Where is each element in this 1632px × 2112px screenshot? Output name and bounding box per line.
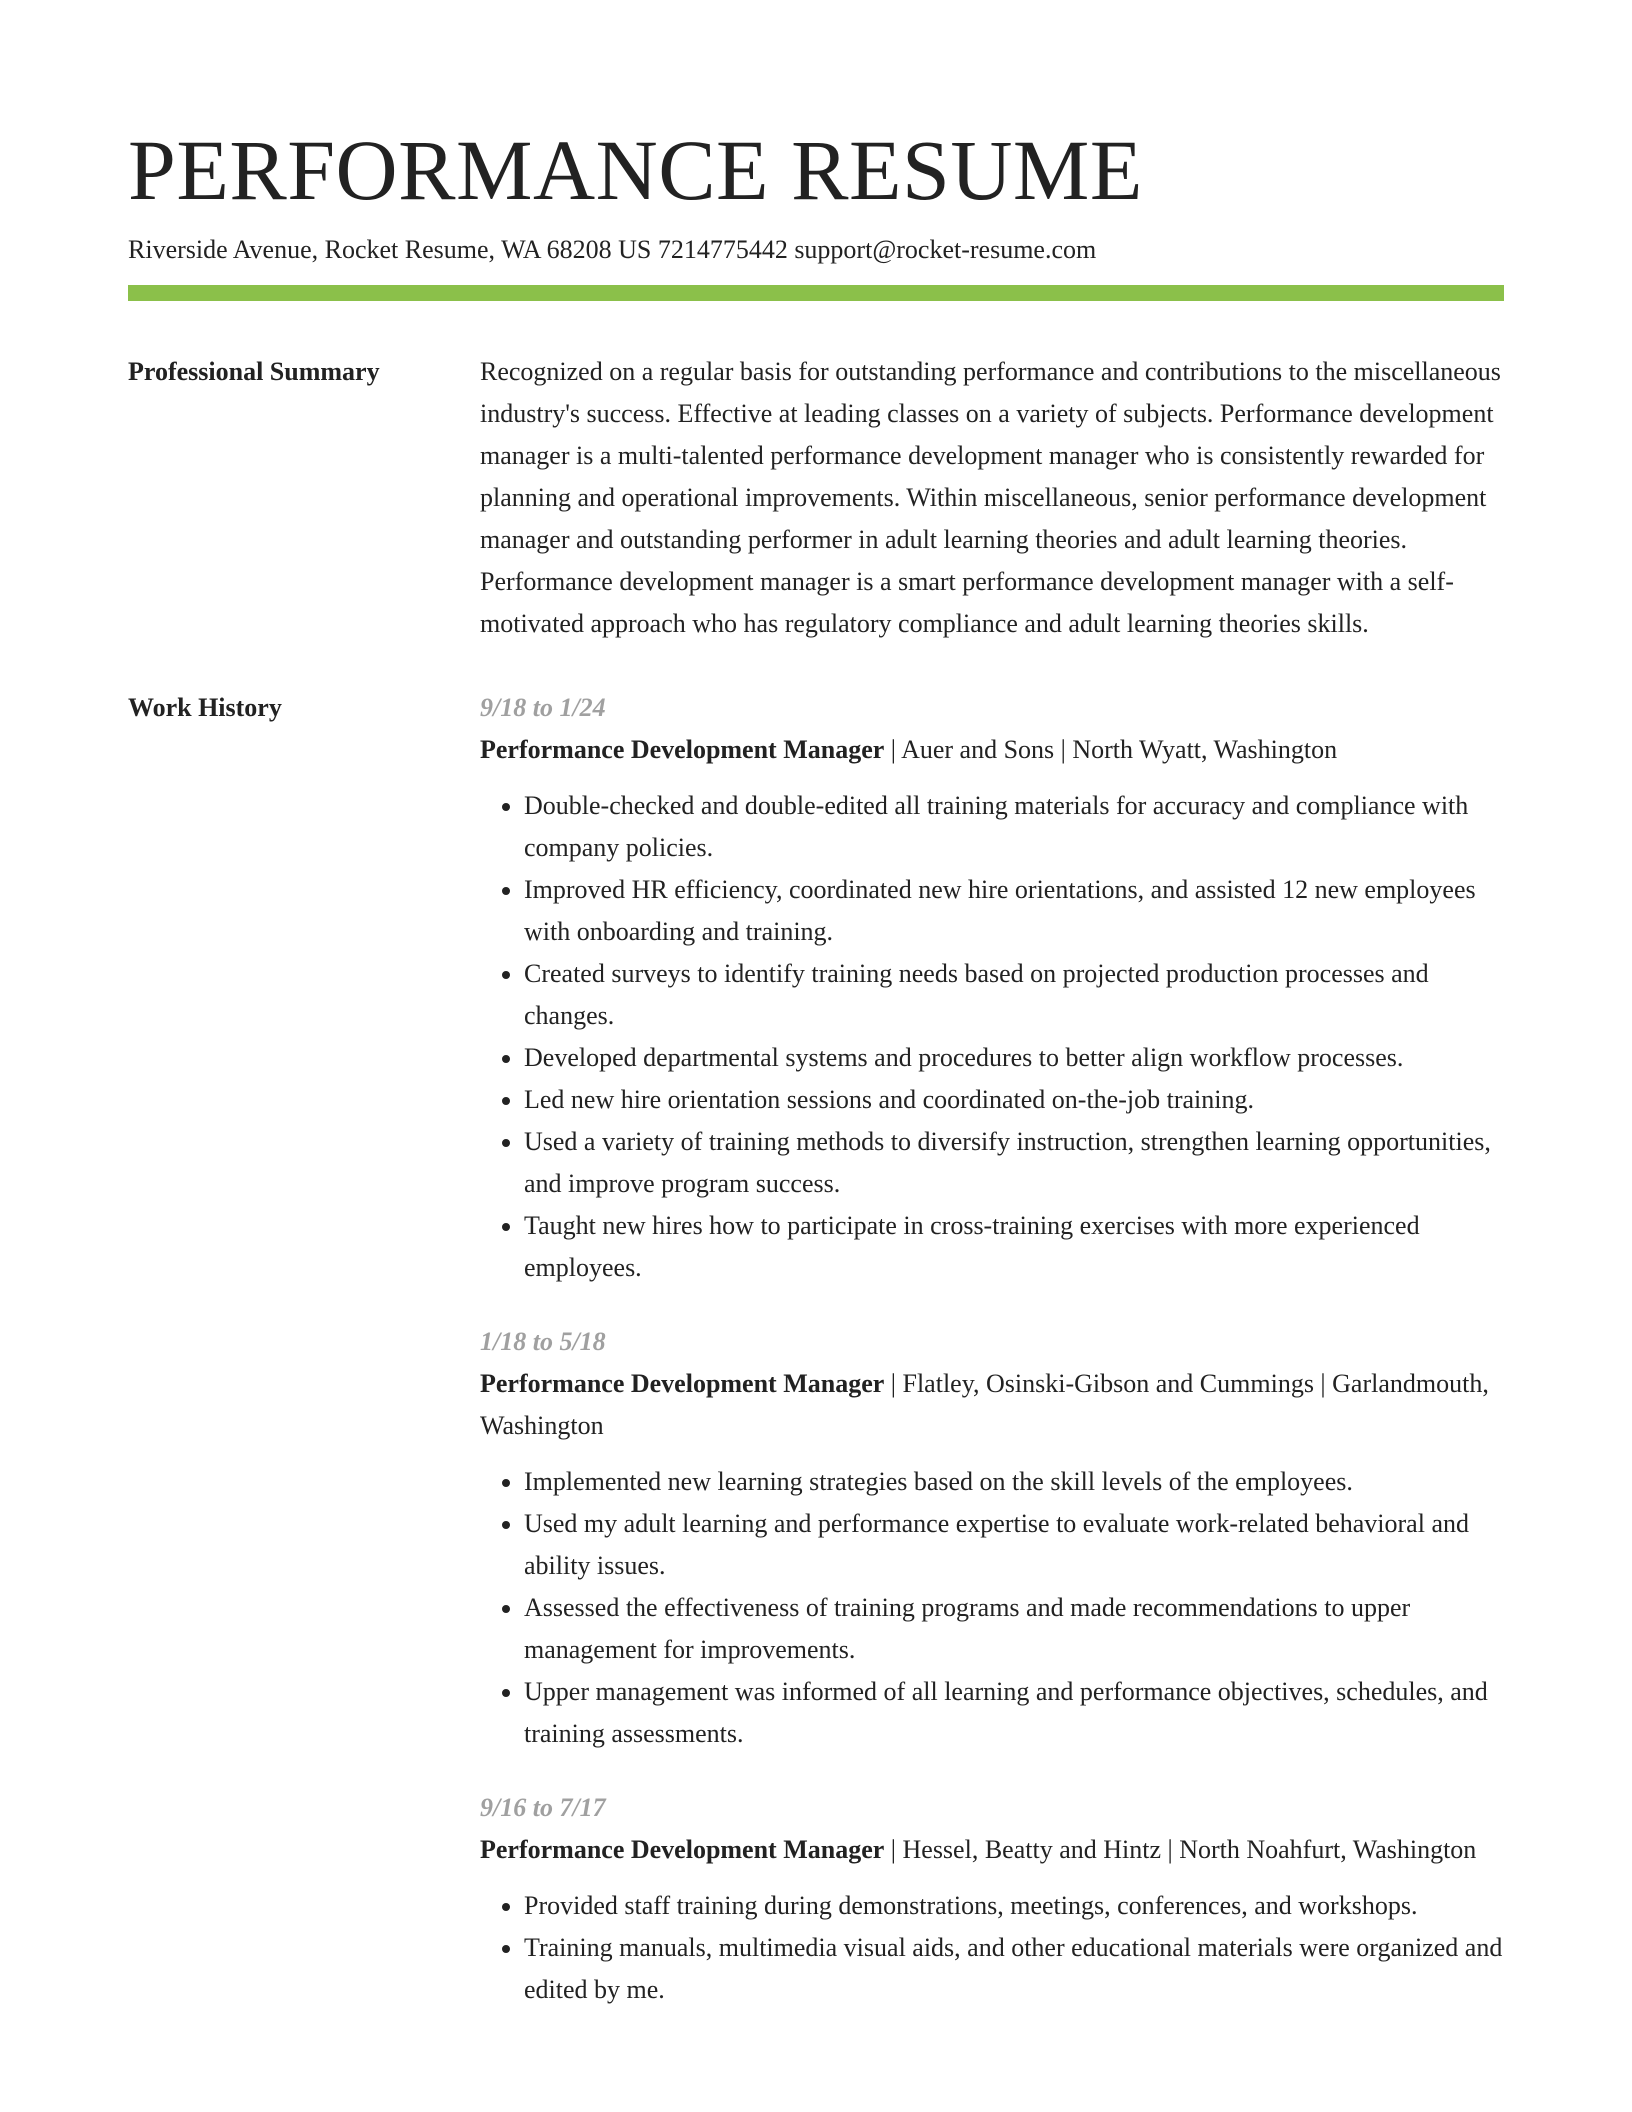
job-title: Performance Development Manager: [480, 1369, 885, 1398]
work-history-section: [128, 687, 1504, 2043]
job-title: Performance Development Manager: [480, 1835, 885, 1864]
job-heading: [480, 729, 1504, 771]
job-date: 9/18 to 1/24: [480, 693, 606, 722]
job-bullet: • Used a variety of training methods to diversify instruction, strengthen learning opportunities, and improve program success.: [524, 1121, 1504, 1205]
job-date: 1/18 to 5/18: [480, 1327, 606, 1356]
job-bullets: [480, 1461, 1504, 1755]
professional-summary-section: [128, 351, 1504, 645]
job-entry: [480, 1321, 1504, 1755]
job-date: 9/16 to 7/17: [480, 1793, 606, 1822]
section-label-work-history: Work History: [128, 693, 282, 722]
job-details: | Flatley, Osinski-Gibson and Cummings | Garlandmouth, Washington: [480, 1369, 1489, 1440]
resume-page: [128, 120, 1504, 2043]
job-heading: [480, 1829, 1504, 1871]
job-bullet: • Created surveys to identify training needs based on projected production processes and changes.: [524, 953, 1504, 1037]
job-bullet: • Improved HR efficiency, coordinated new hire orientations, and assisted 12 new employees with onboarding and training.: [524, 869, 1504, 953]
job-bullet: • Double-checked and double-edited all training materials for accuracy and compliance with company policies.: [524, 785, 1504, 869]
summary-text: Recognized on a regular basis for outstanding performance and contributions to the miscellaneous industry's success. Effective at leading classes on a variety of subjects. Performance development manager is a multi-talented performance development manager who is consistently rewarded for planning and operational improvements. Within miscellaneous, senior performance development manager and outstanding performer in adult learning theories and adult learning theories. Performance development manager is a smart performance development manager with a self-motivated approach who has regulatory compliance and adult learning theories skills.: [480, 357, 1501, 638]
job-entry: [480, 687, 1504, 1289]
job-bullet: • Taught new hires how to participate in cross-training exercises with more experienced employees.: [524, 1205, 1504, 1289]
job-bullet: • Led new hire orientation sessions and coordinated on-the-job training.: [524, 1079, 1504, 1121]
job-bullet: • Provided staff training during demonstrations, meetings, conferences, and workshops.: [524, 1885, 1504, 1927]
job-bullets: [480, 785, 1504, 1289]
job-bullets: [480, 1885, 1504, 2011]
job-bullet: • Assessed the effectiveness of training programs and made recommendations to upper management for improvements.: [524, 1587, 1504, 1671]
contact-info: Riverside Avenue, Rocket Resume, WA 68208 US 7214775442 support@rocket-resume.com: [128, 235, 1097, 264]
job-entry: [480, 1787, 1504, 2011]
job-details: | Auer and Sons | North Wyatt, Washington: [884, 735, 1338, 764]
job-bullet: • Upper management was informed of all learning and performance objectives, schedules, and training assessments.: [524, 1671, 1504, 1755]
job-bullet: • Used my adult learning and performance expertise to evaluate work-related behavioral and ability issues.: [524, 1503, 1504, 1587]
resume-title: PERFORMANCE RESUME: [128, 122, 1143, 218]
section-label-summary: Professional Summary: [128, 357, 380, 386]
job-bullet: • Training manuals, multimedia visual aids, and other educational materials were organized and edited by me.: [524, 1927, 1504, 2011]
job-bullet: • Developed departmental systems and procedures to better align workflow processes.: [524, 1037, 1504, 1079]
job-heading: [480, 1363, 1504, 1447]
job-bullet: • Implemented new learning strategies based on the skill levels of the employees.: [524, 1461, 1504, 1503]
job-details: | Hessel, Beatty and Hintz | North Noahfurt, Washington: [884, 1835, 1477, 1864]
job-title: Performance Development Manager: [480, 735, 885, 764]
header-divider: [128, 285, 1504, 301]
